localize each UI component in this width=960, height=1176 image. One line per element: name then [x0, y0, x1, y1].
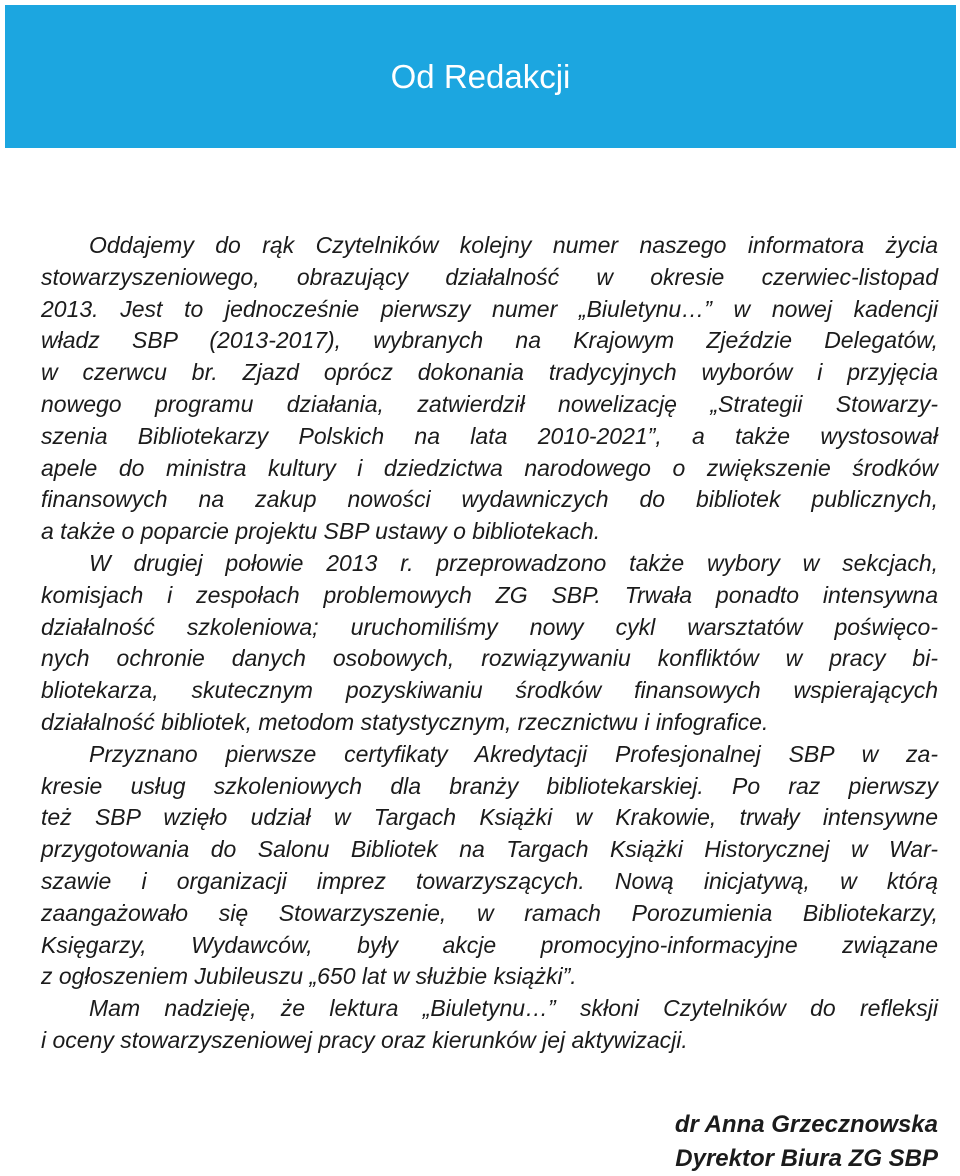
- text-line: przygotowania do Salonu Bibliotek na Targach Książki Historycznej w War-: [41, 836, 938, 863]
- signature-block: [675, 1108, 938, 1176]
- text-line: nych ochronie danych osobowych, rozwiązywaniu konfliktów w pracy bi-: [41, 645, 938, 672]
- text-line: Mam nadzieję, że lektura „Biuletynu…” skłoni Czytelników do refleksji: [89, 995, 938, 1022]
- text-line: komisjach i zespołach problemowych ZG SBP. Trwała ponadto intensywna: [41, 581, 938, 608]
- text-line: działalność szkoleniowa; uruchomiliśmy nowy cykl warsztatów poświęco-: [41, 613, 938, 640]
- paragraph-2: [41, 548, 938, 739]
- text-line: z ogłoszeniem Jubileuszu „650 lat w służbie książki”.: [41, 963, 577, 990]
- text-line: Księgarzy, Wydawców, były akcje promocyjno-informacyjne związane: [41, 931, 938, 958]
- text-line: zaangażowało się Stowarzyszenie, w ramach Porozumienia Bibliotekarzy,: [41, 899, 938, 926]
- text-line: nowego programu działania, zatwierdził nowelizację „Strategii Stowarzy-: [41, 390, 938, 417]
- text-line: 2013. Jest to jednocześnie pierwszy numer „Biuletynu…” w nowej kadencji: [41, 295, 938, 322]
- text-line: też SBP wzięło udział w Targach Książki w Krakowie, trwały intensywne: [41, 804, 938, 831]
- text-line: szawie i organizacji imprez towarzyszących. Nową inicjatywą, w którą: [41, 867, 938, 894]
- author-name: dr Anna Grzecznowska: [674, 1111, 938, 1138]
- paragraph-4: [41, 993, 938, 1057]
- article-body: [41, 230, 938, 1057]
- text-line: stowarzyszeniowego, obrazujący działalność w okresie czerwiec-listopad: [41, 263, 938, 290]
- paragraph-3: [41, 739, 938, 993]
- text-line: szenia Bibliotekarzy Polskich na lata 2010-2021”, a także wystosował: [41, 422, 938, 449]
- text-line: Przyznano pierwsze certyfikaty Akredytacji Profesjonalnej SBP w za-: [89, 740, 938, 767]
- text-line: i oceny stowarzyszeniowej pracy oraz kierunków jej aktywizacji.: [41, 1026, 688, 1053]
- author-role: Dyrektor Biura ZG SBP: [675, 1145, 938, 1172]
- text-line: apele do ministra kultury i dziedzictwa narodowego o zwiększenie środków: [41, 454, 938, 481]
- text-line: bliotekarza, skutecznym pozyskiwaniu środków finansowych wspierających: [41, 677, 938, 704]
- text-line: władz SBP (2013-2017), wybranych na Krajowym Zjeździe Delegatów,: [41, 327, 938, 354]
- text-line: w czerwcu br. Zjazd oprócz dokonania tradycyjnych wyborów i przyjęcia: [41, 359, 938, 386]
- text-line: kresie usług szkoleniowych dla branży bibliotekarskiej. Po raz pierwszy: [41, 772, 938, 799]
- header-banner: [5, 5, 956, 148]
- text-line: W drugiej połowie 2013 r. przeprowadzono także wybory w sekcjach,: [89, 549, 938, 576]
- paragraph-1: [41, 230, 938, 548]
- text-line: finansowych na zakup nowości wydawniczych do bibliotek publicznych,: [41, 486, 938, 513]
- text-line: działalność bibliotek, metodom statystycznym, rzecznictwu i infografice.: [41, 708, 769, 735]
- text-line: Oddajemy do rąk Czytelników kolejny numer naszego informatora życia: [89, 232, 938, 258]
- page-title: Od Redakcji: [390, 58, 571, 95]
- text-line: a także o poparcie projektu SBP ustawy o bibliotekach.: [41, 518, 601, 545]
